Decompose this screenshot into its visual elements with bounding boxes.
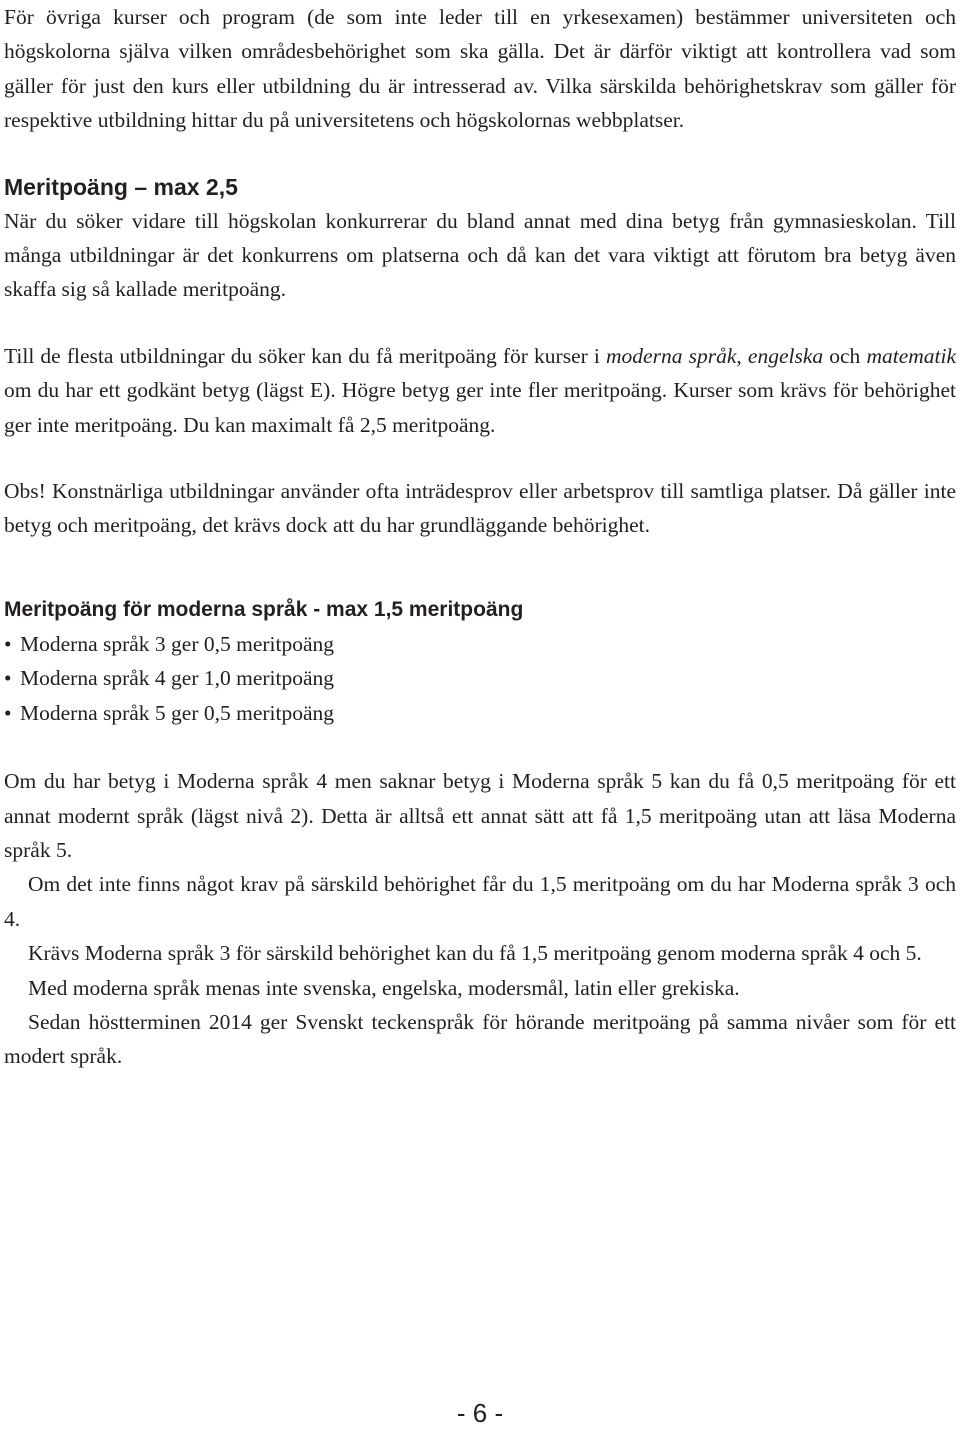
moderna-paragraph-4: Med moderna språk menas inte svenska, engelska, modersmål, latin eller grekiska. — [28, 975, 740, 1000]
list-item: • Moderna språk 3 ger 0,5 meritpoäng — [4, 627, 956, 661]
moderna-paragraph-1: Om du har betyg i Moderna språk 4 men saknar betyg i Moderna språk 5 kan du få 0,5 meritpoäng för ett annat modernt språk (lägst nivå 2). Detta är alltså ett annat sätt att få 1,5 meritpoäng utan att läsa Moderna språk 5. — [4, 769, 956, 862]
meritpoang-paragraph-2 — [4, 339, 956, 442]
moderna-paragraph-3: Krävs Moderna språk 3 för särskild behörighet kan du få 1,5 meritpoäng genom moderna språk 4 och 5. — [28, 941, 922, 966]
meritpoang-p2-text-d: om du har ett godkänt betyg (lägst E). Högre betyg ger inte fler meritpoäng. Kurser som krävs för behörighet ger inte meritpoäng. Du kan maximalt få 2,5 meritpoäng. — [4, 378, 956, 437]
emphasis-moderna-sprak: moderna språk — [606, 343, 737, 368]
moderna-sprak-list — [4, 627, 956, 730]
moderna-sprak-heading: Meritpoäng för moderna språk - max 1,5 meritpoäng — [4, 597, 524, 621]
moderna-paragraph-5: Sedan höstterminen 2014 ger Svenskt teckenspråk för hörande meritpoäng på samma nivåer som för ett modert språk. — [4, 1009, 956, 1069]
intro-paragraph: För övriga kurser och program (de som inte leder till en yrkesexamen) bestämmer universiteten och högskolorna själva vilken områdesbehörighet som ska gälla. Det är därför viktigt att kontrollera vad som gäller för just den kurs eller utbildning du är intresserad av. Vilka särskilda behörighetskrav som gäller för respektive utbildning hittar du på universitetens och högskolornas webbplatser. — [4, 5, 956, 133]
meritpoang-paragraph-1: När du söker vidare till högskolan konkurrerar du bland annat med dina betyg från gymnasieskolan. Till många utbildningar är det konkurrens om platserna och då kan det vara viktigt att förutom bra betyg även skaffa sig så kallade meritpoäng. — [4, 208, 956, 302]
emphasis-matematik: matematik — [866, 343, 957, 368]
meritpoang-p2-text-b: , — [736, 343, 748, 368]
bullet-icon: • — [4, 631, 12, 656]
document-page — [4, 0, 956, 1074]
page-number: - 6 - — [456, 1398, 504, 1428]
meritpoang-p2-text-c: och — [823, 343, 867, 368]
meritpoang-p2-text-a: Till de flesta utbildningar du söker kan du få meritpoäng för kurser i — [4, 343, 607, 368]
obs-paragraph: Obs! Konstnärliga utbildningar använder ofta inträdesprov eller arbetsprov till samtliga platser. Då gäller inte betyg och meritpoäng, det krävs dock att du har grundläggande behörighet. — [4, 479, 956, 538]
moderna-paragraph-2: Om det inte finns något krav på särskild behörighet får du 1,5 meritpoäng om du har Moderna språk 3 och 4. — [4, 872, 956, 931]
emphasis-engelska: engelska — [747, 343, 824, 368]
bullet-icon: • — [4, 700, 12, 725]
meritpoang-heading: Meritpoäng – max 2,5 — [4, 173, 238, 200]
bullet-icon: • — [4, 666, 12, 691]
list-item: • Moderna språk 4 ger 1,0 meritpoäng — [4, 661, 956, 695]
list-item: • Moderna språk 5 ger 0,5 meritpoäng — [4, 696, 956, 730]
